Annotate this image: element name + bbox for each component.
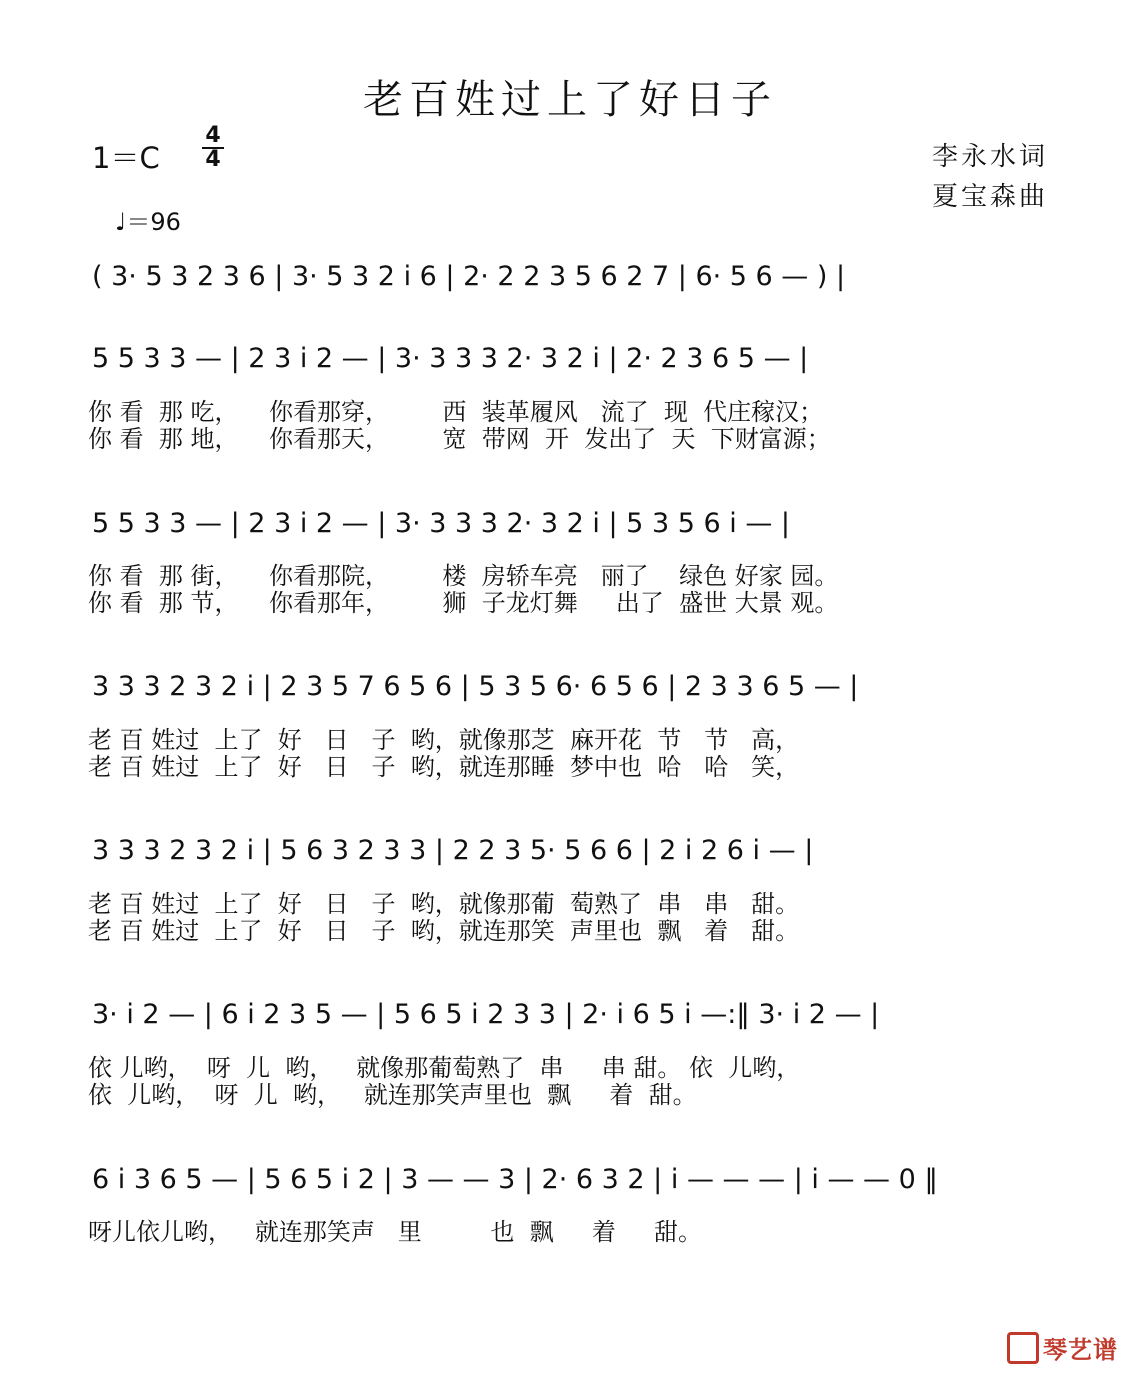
- page-title: 老百姓过上了好日子: [363, 77, 777, 123]
- lyrics-verse-1: 你 看 那 吃， 你看那穿， 西 装革履风 流了 现 代庄稼汉；: [88, 398, 824, 426]
- lyrics-block-3: [88, 563, 838, 617]
- time-signature: [202, 123, 224, 172]
- composer-credit: 夏宝森曲: [931, 182, 1048, 212]
- lyrics-verse-1: 你 看 那 街， 你看那院， 楼 房轿车亮 丽了 绿色 好家 园。: [88, 562, 839, 590]
- lyrics-verse-2: 老 百 姓过 上了 好 日 子 哟，就连那睡 梦中也 哈 哈 笑，: [88, 753, 800, 781]
- notation-line-5: 3 3 3 2 3 2 i | 5 6 3 2 3 3 | 2 2 3 5· 5 6 6 | 2 i 2 6 i — |: [92, 835, 814, 866]
- lyricist-credit: 李永水词: [931, 142, 1048, 172]
- key-signature: 1＝C: [92, 141, 160, 175]
- time-signature-bottom: 4: [205, 147, 221, 172]
- lyrics-verse-2: 你 看 那 地， 你看那天， 宽 带网 开 发出了 天 下财富源；: [88, 425, 831, 453]
- lyrics-verse-1: 依 儿哟， 呀 儿 哟， 就像那葡萄熟了 串 串 甜。 依 儿哟，: [88, 1054, 801, 1082]
- lyrics-verse-1: 呀儿依儿哟， 就连那笑声 里 也 飘 着 甜。: [88, 1218, 702, 1246]
- notation-line-6: 3· i 2 — | 6 i 2 3 5 — | 5 6 5 i 2 3 3 | 2· i 6 5 i —:‖ 3· i 2 — |: [92, 999, 880, 1030]
- lyrics-block-5: [88, 891, 799, 945]
- lyrics-block-2: [88, 399, 831, 453]
- watermark-logo-icon: [1007, 1332, 1039, 1364]
- lyrics-block-7: [88, 1219, 702, 1246]
- lyrics-block-6: [88, 1055, 800, 1109]
- lyrics-verse-1: 老 百 姓过 上了 好 日 子 哟，就像那葡 萄熟了 串 串 甜。: [88, 890, 800, 918]
- notation-line-7: 6 i 3 6 5 — | 5 6 5 i 2 | 3 — — 3 | 2· 6 3 2 | i — — — | i — — 0 ‖: [92, 1164, 938, 1195]
- notation-line-2: 5 5 3 3 — | 2 3 i 2 — | 3· 3 3 3 2· 3 2 i | 2· 2 3 6 5 — |: [92, 343, 809, 374]
- notation-line-3: 5 5 3 3 — | 2 3 i 2 — | 3· 3 3 3 2· 3 2 i | 5 3 5 6 i — |: [92, 508, 790, 539]
- watermark-text: 琴艺谱: [1043, 1336, 1118, 1364]
- lyrics-block-4: [88, 727, 799, 781]
- tempo-marking: ♩＝96: [115, 208, 181, 236]
- lyrics-verse-2: 依 儿哟， 呀 儿 哟， 就连那笑声里也 飘 着 甜。: [88, 1081, 697, 1109]
- time-signature-top: 4: [205, 123, 221, 148]
- lyrics-verse-2: 你 看 那 节， 你看那年， 狮 子龙灯舞 出了 盛世 大景 观。: [88, 589, 839, 617]
- watermark: [1007, 1330, 1118, 1365]
- lyrics-verse-2: 老 百 姓过 上了 好 日 子 哟，就连那笑 声里也 飘 着 甜。: [88, 917, 800, 945]
- lyrics-verse-1: 老 百 姓过 上了 好 日 子 哟，就像那芝 麻开花 节 节 高，: [88, 726, 800, 754]
- notation-line-4: 3 3 3 2 3 2 i | 2 3 5 7 6 5 6 | 5 3 5 6· 6 5 6 | 2 3 3 6 5 — |: [92, 671, 859, 702]
- notation-line-1: ( 3· 5 3 2 3 6 | 3· 5 3 2 i 6 | 2· 2 2 3 5 6 2 7 | 6· 5 6 — ) |: [92, 261, 846, 292]
